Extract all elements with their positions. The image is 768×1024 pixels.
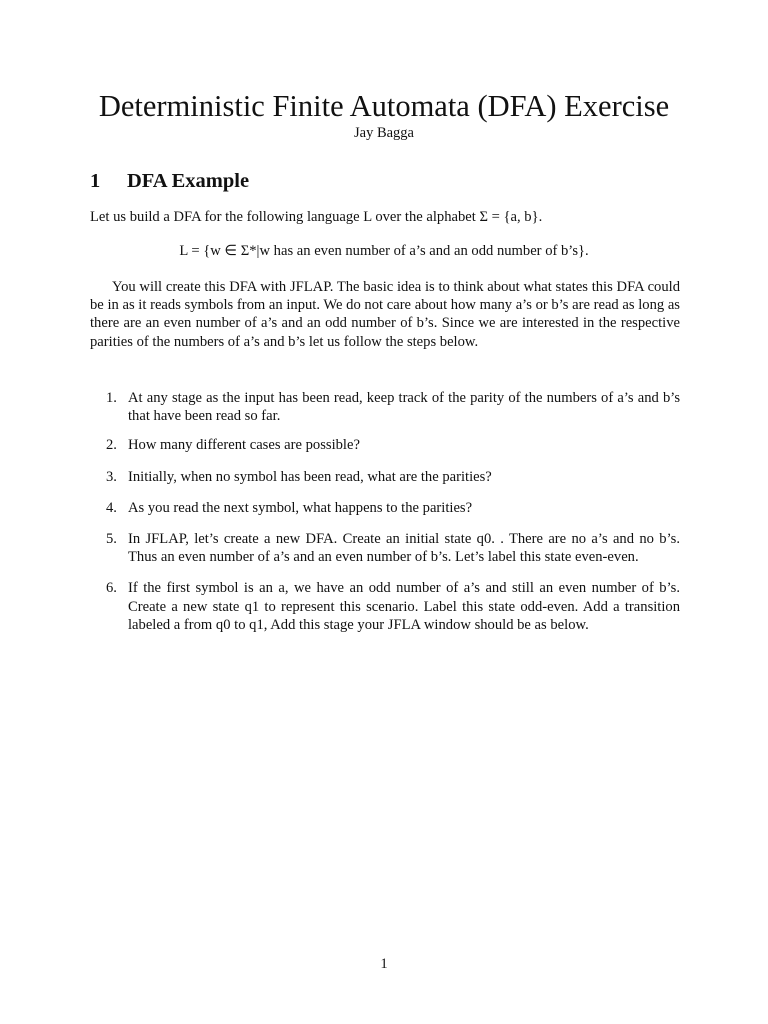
step-text: How many different cases are possible? (128, 437, 360, 454)
list-item (90, 468, 680, 486)
step-number: 5. (106, 531, 117, 548)
intro-text: Let us build a DFA for the following language L over the alphabet Σ = {a, b}. (90, 209, 543, 225)
step-number: 3. (106, 468, 117, 485)
list-item (90, 530, 680, 566)
list-item (90, 389, 680, 425)
page-number: 1 (380, 956, 388, 972)
language-definition: L = {w ∈ Σ*|w has an even number of a’s and an odd number of b’s}. (179, 243, 589, 259)
list-item (90, 436, 680, 454)
step-text: At any stage as the input has been read, keep track of the parity of the numbers of a’s and b’s that have been read so far. (128, 390, 680, 425)
list-item (90, 579, 680, 634)
section-number: 1 (90, 170, 101, 192)
step-text: As you read the next symbol, what happens to the parities? (128, 499, 473, 516)
author-name: Jay Bagga (354, 125, 414, 141)
step-number: 4. (106, 499, 117, 516)
step-text: Initially, when no symbol has been read, what are the parities? (128, 468, 492, 485)
document-title: Deterministic Finite Automata (DFA) Exercise (98, 89, 670, 123)
list-item (90, 499, 680, 517)
step-text: If the first symbol is an a, we have an odd number of a’s and still an even number of b’s. Create a new state q1 to represent this scenario. Label this state odd-even. Add a transition labeled a from q0 to q1, Add this stage your JFLA window should be as below. (128, 580, 680, 633)
step-text: In JFLAP, let’s create a new DFA. Create an initial state q0. . There are no a’s and no b’s. Thus an even number of a’s and an even number of b’s. Let’s label this state even-even. (128, 531, 680, 566)
step-number: 1. (106, 390, 117, 406)
section-title: DFA Example (127, 170, 250, 192)
steps-list (90, 389, 680, 634)
step-number: 2. (106, 437, 117, 454)
step-number: 6. (106, 580, 117, 597)
explanation-paragraph: You will create this DFA with JFLAP. The basic idea is to think about what states this DFA could be in as it reads symbols from an input. We do not care about how many a’s or b’s are read as long as there are an even number of a’s and an odd number of b’s. Since we are interested in the respective parities of the numbers of a’s and b’s let us follow the steps below. (90, 279, 680, 350)
section-heading (90, 168, 249, 194)
